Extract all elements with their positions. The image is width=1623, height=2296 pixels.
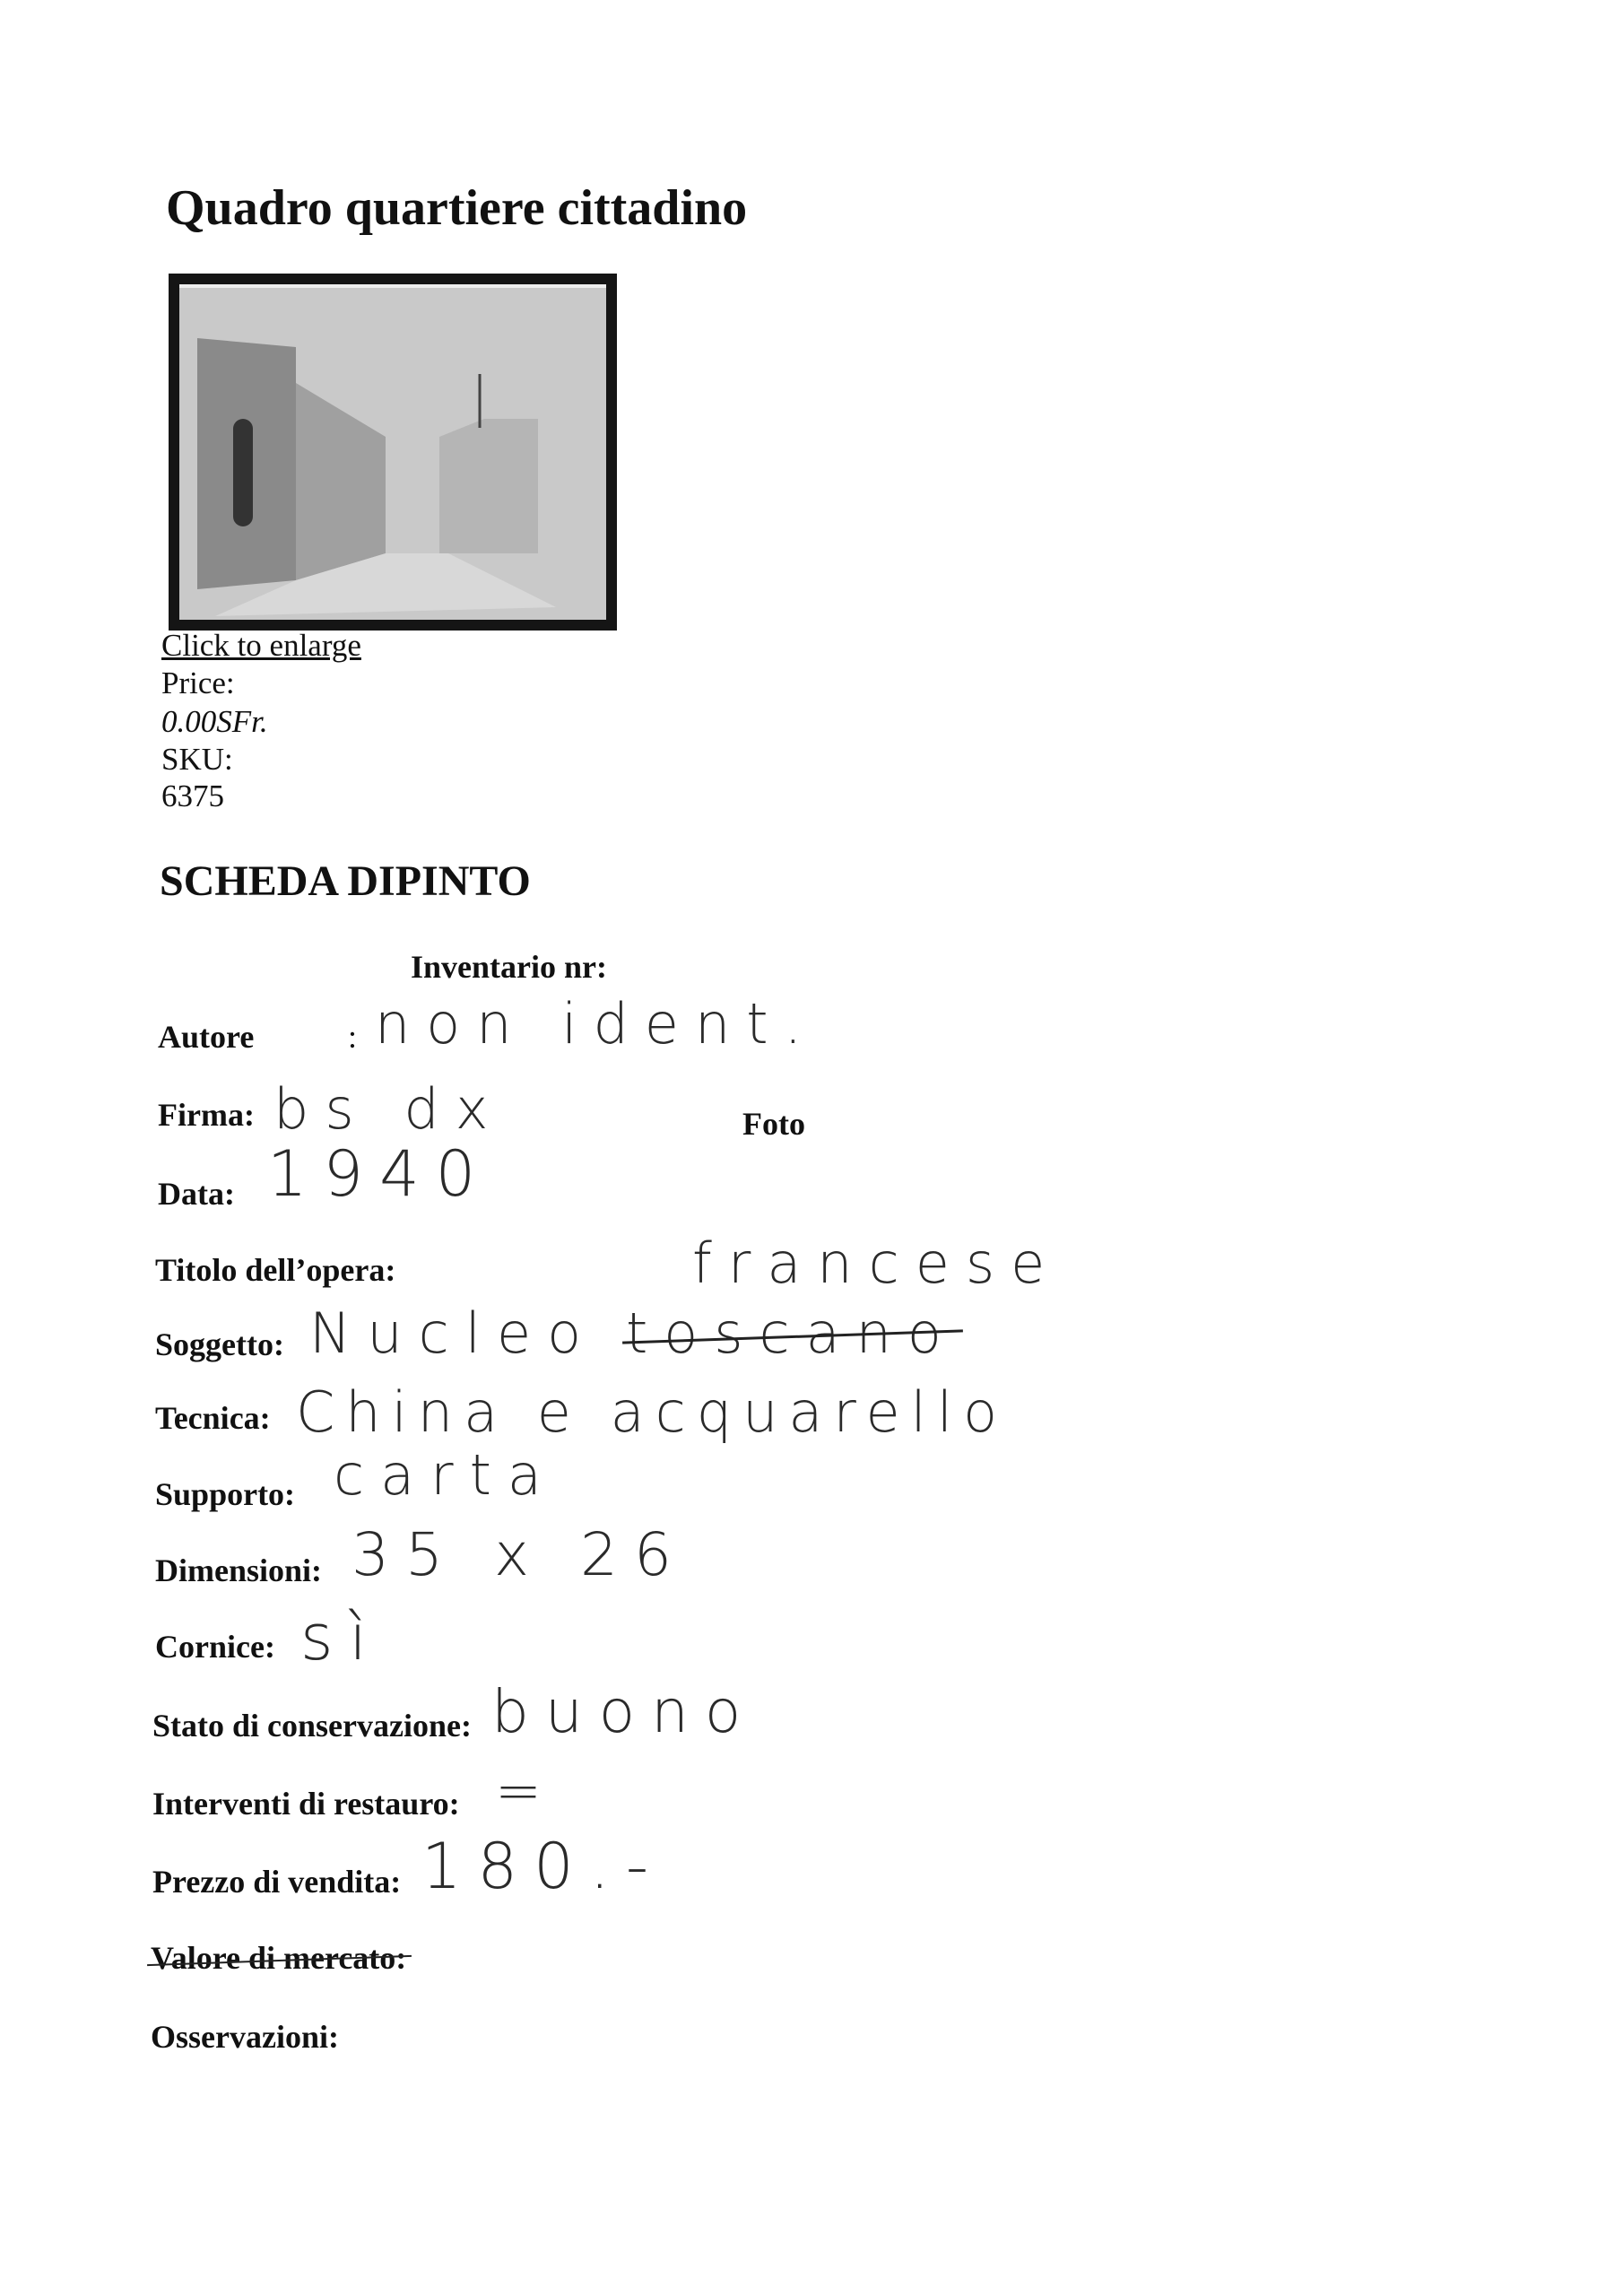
autore-label: Autore bbox=[158, 1019, 255, 1055]
page-title: Quadro quartiere cittadino bbox=[166, 180, 748, 236]
valore-struck-text bbox=[151, 1939, 406, 1977]
dimensioni-value: 35 x 26 bbox=[352, 1520, 688, 1589]
autore-colon: : bbox=[348, 1019, 358, 1055]
interventi-value: = bbox=[495, 1758, 558, 1823]
click-to-enlarge-link[interactable]: Click to enlarge bbox=[161, 628, 361, 663]
firma-value: bs dx bbox=[273, 1076, 505, 1142]
valore-label bbox=[151, 1939, 406, 1977]
titolo-value: francese bbox=[692, 1231, 1062, 1296]
inventario-label: Inventario nr: bbox=[411, 949, 607, 985]
dimensioni-label: Dimensioni: bbox=[155, 1552, 323, 1588]
section-title: SCHEDA DIPINTO bbox=[160, 857, 531, 905]
stato-label: Stato di conservazione: bbox=[152, 1708, 472, 1744]
autore-value: non ident. bbox=[375, 991, 819, 1057]
soggetto-value: Nucleo bbox=[309, 1300, 598, 1366]
data-label: Data: bbox=[158, 1176, 235, 1212]
soggetto-struck-value bbox=[626, 1300, 958, 1366]
cornice-label: Cornice: bbox=[155, 1629, 275, 1665]
prezzo-value: 180.- bbox=[421, 1830, 665, 1903]
tecnica-value: China e acquarello bbox=[296, 1379, 1009, 1445]
supporto-label: Supporto: bbox=[155, 1476, 296, 1512]
firma-label: Firma: bbox=[158, 1097, 255, 1133]
titolo-label-text: Titolo dell’opera: bbox=[155, 1252, 396, 1288]
osservazioni-label: Osservazioni: bbox=[151, 2019, 339, 2055]
sku-label: SKU: bbox=[161, 742, 233, 777]
artwork-photo[interactable] bbox=[169, 274, 617, 631]
soggetto-struck-text bbox=[626, 1300, 958, 1366]
foto-label: Foto bbox=[742, 1106, 805, 1142]
prezzo-label: Prezzo di vendita: bbox=[152, 1864, 402, 1900]
sku-value: 6375 bbox=[161, 778, 224, 813]
data-value: 1940 bbox=[267, 1137, 492, 1211]
interventi-label: Interventi di restauro: bbox=[152, 1786, 460, 1822]
street-scene-drawing bbox=[179, 284, 606, 620]
valore-label-text: Valore di mercato: bbox=[151, 1940, 407, 1976]
cornice-value: sì bbox=[300, 1601, 383, 1674]
soggetto-struck-word: toscano bbox=[626, 1300, 958, 1366]
titolo-label bbox=[155, 1251, 395, 1289]
price-label: Price: bbox=[161, 665, 235, 700]
soggetto-label: Soggetto: bbox=[155, 1326, 284, 1362]
price-value: 0.00SFr. bbox=[161, 704, 268, 739]
supporto-value: carta bbox=[334, 1442, 558, 1508]
stato-value: buono bbox=[491, 1677, 758, 1746]
tecnica-label: Tecnica: bbox=[155, 1400, 271, 1436]
artwork-photo-image bbox=[179, 284, 606, 620]
